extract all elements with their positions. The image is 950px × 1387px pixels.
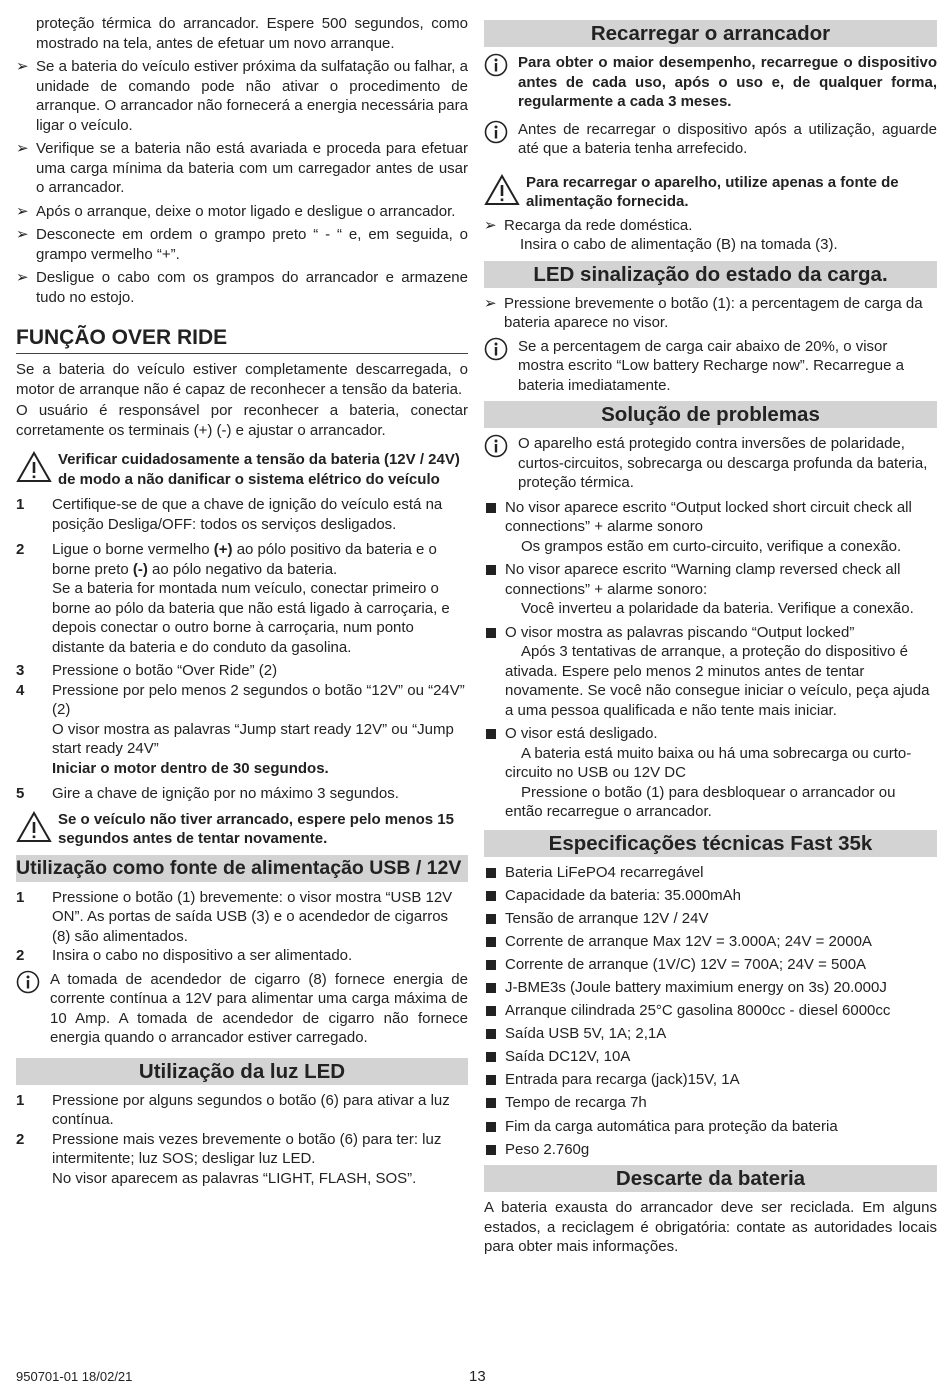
disposal-text: A bateria exausta do arrancador deve ser reciclada. Em alguns estados, a reciclagem é obrigatória: contate as autoridades locais para obter mais informações. — [484, 1199, 937, 1256]
square-bullet-icon — [486, 1075, 496, 1085]
arrow-bullet-icon: ➢ — [16, 202, 29, 220]
led-heading: Utilização da luz LED — [16, 1058, 468, 1085]
arrow-bullet-icon: ➢ — [16, 269, 29, 286]
step-item: 5 Gire a chave de ignição por no máximo 3 segundos. — [16, 785, 399, 802]
square-bullet-icon — [486, 960, 496, 970]
list-item: O visor está desligado. A bateria está muito baixa ou há uma sobrecarga ou curto-circuito no USB ou 12V DC Pressione o botão (1) para desbloquear o arrancador ou então recarregue o arrancador. — [484, 724, 937, 822]
spec-item: Corrente de arranque (1V/C) 12V = 700A; 24V = 500A — [484, 955, 937, 975]
intro-text: proteção térmica do arrancador. Espere 500 segundos, como mostrado na tela, antes de efetuar um novo arranque. — [36, 15, 468, 52]
spec-item: J-BME3s (Joule battery maximium energy on 3s) 20.000J — [484, 978, 937, 998]
list-item: No visor aparece escrito “Output locked short circuit check all connections” + alarme sonoro Os grampos estão em curto-circuito, verifique a conexão. — [484, 498, 937, 557]
document-code: 950701-01 18/02/21 — [16, 1369, 133, 1384]
square-bullet-icon — [486, 937, 496, 947]
info-icon — [484, 434, 508, 458]
troubleshooting-heading: Solução de problemas — [484, 401, 937, 428]
info-icon — [484, 53, 508, 77]
step-item: 1 Pressione o botão (1) brevemente: o visor mostra “USB 12V ON”. As portas de saída USB (3) e o acendedor de cigarros (8) são alimentados. — [16, 888, 453, 945]
spec-item: Saída USB 5V, 1A; 2,1A — [484, 1024, 937, 1044]
spec-item: Capacidade da bateria: 35.000mAh — [484, 886, 937, 906]
list-item: ➢ Desligue o cabo com os grampos do arrancador e armazene tudo no estojo. — [16, 269, 468, 306]
spec-item: Peso 2.760g — [484, 1140, 937, 1160]
square-bullet-icon — [486, 983, 496, 993]
warning-icon — [16, 811, 52, 843]
step-item: 3 Pressione o botão “Over Ride” (2) — [16, 662, 278, 679]
info-icon — [484, 337, 508, 361]
arrow-bullet-icon: ➢ — [16, 140, 29, 157]
override-warning: Verificar cuidadosamente a tensão da bateria (12V / 24V) de modo a não danificar o sistema elétrico do veículo — [16, 450, 468, 489]
page-number: 13 — [469, 1368, 486, 1385]
left-column — [16, 14, 468, 1192]
warning-icon — [16, 451, 52, 483]
recharge-warning: Para recarregar o aparelho, utilize apenas a fonte de alimentação fornecida. — [484, 173, 937, 212]
led-state-info: Se a percentagem de carga cair abaixo de 20%, o visor mostra escrito “Low battery Recharge now”. Recarregue a bateria imediatamente. — [484, 337, 937, 396]
warning-icon — [484, 174, 520, 206]
step-item: 4 Pressione por pelo menos 2 segundos o botão “12V” ou “24V” (2) O visor mostra as palavras “Jump start ready 12V” ou “Jump start ready 24V” Iniciar o motor dentro de 30 segundos. — [16, 681, 465, 777]
spec-item: Bateria LiFePO4 recarregável — [484, 863, 937, 883]
spec-item: Tempo de recarga 7h — [484, 1093, 937, 1113]
troubleshooting-info: O aparelho está protegido contra inversões de polaridade, curtos-circuitos, sobrecarga ou descarga profunda da bateria, proteção térmica. — [484, 434, 937, 493]
specs-list — [484, 863, 937, 1160]
usb-info: A tomada de acendedor de cigarro (8) fornece energia de corrente contínua a 12V para alimentar uma carga máxima de 10 Amp. A tomada de acendedor de cigarro não fornece energia quando o arrancador estiver carregado. — [16, 970, 468, 1048]
override-warning: Se o veículo não tiver arrancado, espere pelo menos 15 segundos antes de tentar novamente. — [16, 810, 468, 849]
usb-heading: Utilização como fonte de alimentação USB / 12V — [16, 855, 468, 882]
square-bullet-icon — [486, 628, 496, 638]
info-icon — [16, 970, 40, 994]
list-item: ➢ Verifique se a bateria não está avariada e proceda para efetuar uma carga mínima da bateria com um carregador antes de usar o arrancador. — [16, 140, 468, 196]
list-item: O visor mostra as palavras piscando “Output locked” Após 3 tentativas de arranque, a proteção do dispositivo é ativada. Espere pelo menos 2 minutos antes de tentar novamente. Se você não consegue iniciar o veículo, peça ajuda a uma pessoa qualificada e não tente mais iniciar. — [484, 623, 937, 721]
square-bullet-icon — [486, 1052, 496, 1062]
list-item: ➢ Desconecte em ordem o grampo preto “ - “ e, em seguida, o grampo vermelho “+”. — [16, 226, 468, 263]
list-item: ➢ Após o arranque, deixe o motor ligado e desligue o arrancador. — [16, 202, 456, 220]
specs-heading: Especificações técnicas Fast 35k — [484, 830, 937, 857]
square-bullet-icon — [486, 1098, 496, 1108]
square-bullet-icon — [486, 1145, 496, 1155]
arrow-bullet-icon: ➢ — [16, 226, 29, 243]
step-item: 2 Pressione mais vezes brevemente o botão (6) para ter: luz intermitente; luz SOS; desligar luz LED. No visor aparecem as palavras “LIGHT, FLASH, SOS”. — [16, 1130, 442, 1187]
square-bullet-icon — [486, 565, 496, 575]
list-item: ➢ Recarga da rede doméstica. Insira o cabo de alimentação (B) na tomada (3). — [484, 216, 838, 253]
recharge-info: Antes de recarregar o dispositivo após a utilização, aguarde até que a bateria tenha arrefecido. — [484, 120, 937, 159]
list-item: ➢ Se a bateria do veículo estiver próxima da sulfatação ou falhar, a unidade de comando pode não ativar o procedimento de arranque. O arrancador não fornecerá a energia necessária para ligar o veículo. — [16, 58, 468, 134]
square-bullet-icon — [486, 1122, 496, 1132]
override-paragraph: O usuário é responsável por reconhecer a bateria, conectar corretamente os terminais (+) (-) e ajustar o arrancador. — [16, 402, 468, 439]
info-icon — [484, 120, 508, 144]
spec-item: Tensão de arranque 12V / 24V — [484, 909, 937, 929]
square-bullet-icon — [486, 914, 496, 924]
arrow-bullet-icon: ➢ — [484, 216, 497, 234]
recharge-info: Para obter o maior desempenho, recarregue o dispositivo antes de cada uso, após o uso e, de qualquer forma, regularmente a cada 3 meses. — [484, 53, 937, 112]
arrow-bullet-icon: ➢ — [484, 294, 497, 312]
step-item: 2 Ligue o borne vermelho (+) ao pólo positivo da bateria e o borne preto (-) ao pólo negativo da bateria. Se a bateria for montada num veículo, conectar primeiro o borne ao pólo da bateria que não está ligado à carroçaria, e depois conectar o outro borne à carroçaria, num ponto distante da bateria e do conduto da gasolina. — [16, 541, 450, 656]
square-bullet-icon — [486, 891, 496, 901]
spec-item: Entrada para recarga (jack)15V, 1A — [484, 1070, 937, 1090]
square-bullet-icon — [486, 729, 496, 739]
recharge-heading: Recarregar o arrancador — [484, 20, 937, 47]
spec-item: Corrente de arranque Max 12V = 3.000A; 24V = 2000A — [484, 932, 937, 952]
list-item: No visor aparece escrito “Warning clamp reversed check all connections” + alarme sonoro: Você inverteu a polaridade da bateria. Verifique a conexão. — [484, 560, 937, 619]
override-paragraph: Se a bateria do veículo estiver completamente descarregada, o motor de arranque não é capaz de reconhecer a tensão da bateria. — [16, 361, 468, 398]
disposal-heading: Descarte da bateria — [484, 1165, 937, 1192]
square-bullet-icon — [486, 503, 496, 513]
square-bullet-icon — [486, 1006, 496, 1016]
arrow-bullet-icon: ➢ — [16, 58, 29, 75]
step-item: 2 Insira o cabo no dispositivo a ser alimentado. — [16, 947, 353, 964]
list-item: ➢ Pressione brevemente o botão (1): a percentagem de carga da bateria aparece no visor. — [484, 294, 923, 331]
spec-item: Arranque cilindrada 25°C gasolina 8000cc - diesel 6000cc — [484, 1001, 937, 1021]
square-bullet-icon — [486, 1029, 496, 1039]
step-item: 1 Certifique-se de que a chave de ignição do veículo está na posição Desliga/OFF: todos os serviços desligados. — [16, 496, 443, 533]
led-state-heading: LED sinalização do estado da carga. — [484, 261, 937, 288]
spec-item: Saída DC12V, 10A — [484, 1047, 937, 1067]
spec-item: Fim da carga automática para proteção da bateria — [484, 1117, 937, 1137]
step-item: 1 Pressione por alguns segundos o botão (6) para ativar a luz contínua. — [16, 1091, 450, 1128]
right-column — [484, 20, 937, 1257]
override-heading: FUNÇÃO OVER RIDE — [16, 325, 468, 354]
square-bullet-icon — [486, 868, 496, 878]
